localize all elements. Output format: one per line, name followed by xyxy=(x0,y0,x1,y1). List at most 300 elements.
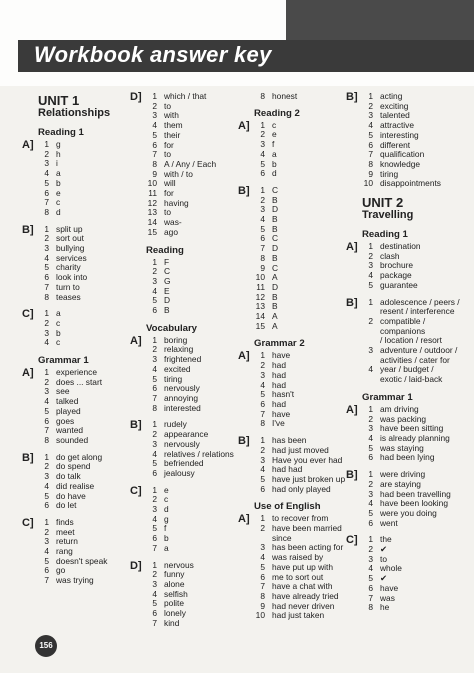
answer-line xyxy=(146,619,234,629)
answer-line xyxy=(146,561,234,571)
answer-text: sort out xyxy=(56,233,84,244)
answer-number: 6 xyxy=(260,571,265,582)
answer-number: 2 xyxy=(44,317,49,328)
answer-text: D xyxy=(272,204,279,215)
answer-text: interesting xyxy=(380,129,419,140)
answer-text: have been sitting xyxy=(380,423,444,434)
answer-number: 5 xyxy=(260,389,265,400)
answer-text: for xyxy=(164,188,174,199)
answer-line xyxy=(146,524,234,534)
answer-line xyxy=(38,501,110,511)
answer-number: 4 xyxy=(44,252,49,263)
answer-line xyxy=(362,519,460,529)
answer-number: 5 xyxy=(368,507,373,518)
answer-text: c xyxy=(164,494,169,505)
answer-group-u2-grammar1-b xyxy=(346,469,460,528)
answer-line xyxy=(146,170,234,180)
answer-number: 6 xyxy=(260,483,265,494)
answer-number: 9 xyxy=(260,262,265,273)
answer-group-u1-reading1-c xyxy=(22,308,110,348)
answer-number: 3 xyxy=(152,504,157,515)
answer-text: had just taken xyxy=(272,610,325,621)
answer-number: 6 xyxy=(260,398,265,409)
answer-text: see xyxy=(56,386,70,397)
answer-number: 7 xyxy=(152,617,157,628)
answer-text: sounded xyxy=(56,434,89,445)
answer-line xyxy=(254,381,345,391)
answer-line xyxy=(38,436,110,446)
answer-number: 4 xyxy=(44,168,49,179)
answer-number: 3 xyxy=(152,275,157,286)
answer-number: 1 xyxy=(44,223,49,234)
answer-line xyxy=(254,121,345,131)
answer-text: ago xyxy=(164,226,178,237)
answer-text: f xyxy=(164,523,167,534)
answer-line xyxy=(38,338,110,348)
answer-number: 6 xyxy=(44,565,49,576)
answer-text: C xyxy=(272,184,279,195)
answer-number: 2 xyxy=(368,250,373,261)
answer-line xyxy=(254,169,345,179)
answer-number: 4 xyxy=(152,285,157,296)
answer-number: 8 xyxy=(260,590,265,601)
answer-line xyxy=(146,141,234,151)
answer-text: b xyxy=(56,177,61,188)
answer-text: services xyxy=(56,252,87,263)
answer-text: split up xyxy=(56,223,83,234)
answer-number: 8 xyxy=(368,158,373,169)
answer-line xyxy=(362,545,460,555)
answer-line xyxy=(146,296,234,306)
page-number-badge: 156 xyxy=(35,635,57,657)
answer-text: brochure xyxy=(380,260,414,271)
answer-number: 2 xyxy=(260,129,265,140)
answer-number: 1 xyxy=(44,308,49,319)
answer-number: 2 xyxy=(44,148,49,159)
answer-number: 6 xyxy=(152,383,157,394)
answer-line xyxy=(146,469,234,479)
answer-text: attractive xyxy=(380,120,414,131)
answer-text: rang xyxy=(56,546,73,557)
answer-line xyxy=(146,404,234,414)
answer-text: return xyxy=(56,536,78,547)
page-title: Workbook answer key xyxy=(34,42,272,67)
answer-number: 4 xyxy=(152,513,157,524)
answer-text: A xyxy=(272,311,278,322)
answer-number: 1 xyxy=(368,534,373,545)
answer-text: has been acting for xyxy=(272,542,344,553)
answer-number: 2 xyxy=(260,194,265,205)
answer-text: B xyxy=(272,291,278,302)
answer-text: e xyxy=(56,187,61,198)
answer-line xyxy=(146,121,234,131)
answer-number: 7 xyxy=(260,408,265,419)
answer-text: c xyxy=(56,337,61,348)
answer-line xyxy=(362,594,460,604)
answer-group-vocab-b xyxy=(130,419,234,478)
answer-number: 1 xyxy=(368,469,373,480)
answer-text: had xyxy=(272,398,286,409)
answer-number: 4 xyxy=(152,363,157,374)
answer-number: 1 xyxy=(152,419,157,430)
answer-text: d xyxy=(164,504,169,515)
answer-text: am driving xyxy=(380,403,419,414)
answer-line xyxy=(254,244,345,254)
column-2 xyxy=(130,91,234,635)
answer-group-vocab-a xyxy=(130,334,234,414)
answer-line xyxy=(146,515,234,525)
answer-number: 2 xyxy=(152,429,157,440)
answer-text: had xyxy=(272,369,286,380)
answer-number: 3 xyxy=(44,536,49,547)
answer-text: D xyxy=(272,243,279,254)
answer-text: to xyxy=(164,100,171,111)
answer-line xyxy=(146,92,234,102)
answer-text: did realise xyxy=(56,480,95,491)
answer-line xyxy=(146,258,234,268)
answer-text: nervously xyxy=(164,438,200,449)
answer-number: 7 xyxy=(368,149,373,160)
answer-line xyxy=(254,400,345,410)
answer-line xyxy=(146,505,234,515)
answer-number: 5 xyxy=(152,129,157,140)
answer-number: 3 xyxy=(368,260,373,271)
answer-text: he xyxy=(380,602,390,613)
group-letter: B] xyxy=(238,184,250,197)
answer-text: lonely xyxy=(164,608,186,619)
answer-text: was xyxy=(380,592,395,603)
answer-number: 4 xyxy=(44,337,49,348)
answer-number: 2 xyxy=(368,544,373,555)
answer-number: 13 xyxy=(147,207,157,218)
answer-text: e xyxy=(272,129,277,140)
answer-number: 7 xyxy=(152,149,157,160)
answer-text: nervously xyxy=(164,383,200,394)
answer-text: tiring xyxy=(380,168,399,179)
answer-line xyxy=(254,205,345,215)
answer-number: 6 xyxy=(368,517,373,528)
answer-text: jealousy xyxy=(164,467,195,478)
answer-text: d xyxy=(272,168,277,179)
answer-text: guarantee xyxy=(380,279,418,290)
answer-text: I've xyxy=(272,418,285,429)
answer-line xyxy=(362,564,460,574)
answer-number: 6 xyxy=(260,233,265,244)
answer-text: which / that xyxy=(164,91,207,101)
column-3 xyxy=(238,91,346,628)
answer-text: a xyxy=(56,308,61,319)
answer-text: was trying xyxy=(56,575,94,586)
answer-number: 2 xyxy=(260,444,265,455)
answer-number: 2 xyxy=(152,569,157,580)
answer-number: 2 xyxy=(44,526,49,537)
answer-number: 2 xyxy=(44,233,49,244)
answer-text: annoying xyxy=(164,392,198,403)
answer-number: 5 xyxy=(152,523,157,534)
unit-2-subtitle: Travelling xyxy=(362,209,414,222)
answer-line xyxy=(146,218,234,228)
answer-line xyxy=(254,371,345,381)
answer-text: destination xyxy=(380,241,421,252)
answer-number: 4 xyxy=(368,270,373,281)
answer-number: 4 xyxy=(260,552,265,563)
answer-text: exotic / laid-back xyxy=(380,374,443,385)
answer-number: 3 xyxy=(260,139,265,150)
group-letter: A] xyxy=(130,334,142,347)
answer-number: 3 xyxy=(368,110,373,121)
answer-text: to recover from xyxy=(272,513,329,524)
answer-text: since xyxy=(272,532,292,543)
answer-text: funny xyxy=(164,569,185,580)
answer-number: 5 xyxy=(44,555,49,566)
answer-number: 6 xyxy=(260,168,265,179)
answer-number: 4 xyxy=(152,448,157,459)
answer-line xyxy=(362,375,460,385)
answer-text: acting xyxy=(380,91,403,101)
group-letter: A] xyxy=(238,119,250,132)
answer-line xyxy=(146,111,234,121)
answer-number: 11 xyxy=(256,281,265,292)
answer-number: 1 xyxy=(260,184,265,195)
answer-line xyxy=(362,160,460,170)
answer-number: 4 xyxy=(44,396,49,407)
answer-group-use-of-english-a xyxy=(238,513,345,621)
answer-text: A xyxy=(272,272,278,283)
answer-number: 2 xyxy=(152,344,157,355)
answer-text: ✔ xyxy=(380,544,388,555)
answer-text: me to sort out xyxy=(272,571,324,582)
answer-text: have already tried xyxy=(272,590,339,601)
answer-number: 1 xyxy=(260,435,265,446)
answer-text: C xyxy=(164,266,171,277)
answer-line xyxy=(362,131,460,141)
answer-group-u1-grammar1-c xyxy=(22,516,110,586)
answer-number: 4 xyxy=(368,563,373,574)
answer-line xyxy=(146,486,234,496)
answer-line xyxy=(146,199,234,209)
answer-line xyxy=(146,102,234,112)
answer-line xyxy=(254,273,345,283)
answer-line xyxy=(254,419,345,429)
answer-number: 5 xyxy=(152,373,157,384)
answer-text: do get along xyxy=(56,451,103,462)
answer-number: 6 xyxy=(152,467,157,478)
section-u2-grammar-1: Grammar 1 xyxy=(362,391,413,403)
answer-text: had xyxy=(272,360,286,371)
answer-line xyxy=(362,603,460,613)
answer-line xyxy=(254,160,345,170)
answer-text: i xyxy=(56,158,58,169)
answer-text: b xyxy=(164,533,169,544)
answer-text: had only played xyxy=(272,483,331,494)
answer-line xyxy=(254,611,345,621)
answer-number: 6 xyxy=(152,533,157,544)
answer-line xyxy=(362,242,460,252)
answer-number: 7 xyxy=(44,425,49,436)
group-letter: A] xyxy=(346,241,358,254)
answer-line xyxy=(146,599,234,609)
answer-text: had been travelling xyxy=(380,488,451,499)
answer-number: 5 xyxy=(260,158,265,169)
answer-number: 5 xyxy=(44,177,49,188)
answer-number: 4 xyxy=(368,120,373,131)
answer-number: 6 xyxy=(368,452,373,463)
answer-text: exciting xyxy=(380,100,409,111)
answer-text: frightened xyxy=(164,354,202,365)
answer-number: 3 xyxy=(44,158,49,169)
answer-text: played xyxy=(56,405,81,416)
answer-line xyxy=(254,351,345,361)
answer-line xyxy=(254,264,345,274)
answer-number: 7 xyxy=(44,575,49,586)
answer-group-grammar2-b xyxy=(238,435,346,494)
answer-group-reading xyxy=(146,258,234,316)
answer-line xyxy=(362,281,460,291)
answer-number: 3 xyxy=(44,386,49,397)
answer-number: 3 xyxy=(260,369,265,380)
answer-number: 12 xyxy=(255,291,265,302)
answer-number: 2 xyxy=(368,315,373,326)
answer-text: nervous xyxy=(164,559,194,570)
answer-text: B xyxy=(272,194,278,205)
answer-line xyxy=(254,140,345,150)
answer-number: 1 xyxy=(368,91,373,101)
answer-line xyxy=(254,312,345,322)
answer-line xyxy=(362,584,460,594)
answer-line xyxy=(254,283,345,293)
answer-text: compatible / xyxy=(380,315,426,326)
answer-text: g xyxy=(164,513,169,524)
answer-number: 4 xyxy=(368,432,373,443)
answer-number: 5 xyxy=(44,405,49,416)
section-reading-2: Reading 2 xyxy=(254,107,300,119)
answer-text: with xyxy=(164,110,179,121)
answer-text: have a chat with xyxy=(272,581,333,592)
group-letter: B] xyxy=(346,296,358,309)
answer-text: the xyxy=(380,534,392,545)
answer-text: a xyxy=(56,168,61,179)
answer-text: befriended xyxy=(164,458,204,469)
answer-number: 10 xyxy=(255,272,265,283)
answer-number: 6 xyxy=(368,582,373,593)
answer-text: adolescence / peers / xyxy=(380,296,460,307)
answer-line xyxy=(146,495,234,505)
answer-text: do talk xyxy=(56,471,81,482)
answer-number: 3 xyxy=(368,423,373,434)
answer-number: 5 xyxy=(368,279,373,290)
answer-text: year / budget / xyxy=(380,364,434,375)
answer-text: turn to xyxy=(56,281,80,292)
answer-text: activities / cater for xyxy=(380,354,450,365)
answer-text: B xyxy=(272,301,278,312)
group-letter: B] xyxy=(130,419,142,432)
answer-line xyxy=(254,254,345,264)
answer-text: do let xyxy=(56,500,77,511)
answer-line xyxy=(146,590,234,600)
answer-text: teases xyxy=(56,291,81,302)
answer-group-u1-grammar1-b xyxy=(22,451,110,511)
answer-text: relatives / relations xyxy=(164,448,234,459)
answer-text: a xyxy=(272,148,277,159)
answer-number: 3 xyxy=(44,327,49,338)
answer-number: 1 xyxy=(152,256,157,267)
answer-text: were driving xyxy=(380,469,426,480)
answer-text: selfish xyxy=(164,588,188,599)
answer-number: 10 xyxy=(147,178,157,189)
answer-text: E xyxy=(164,285,170,296)
answer-text: A / Any / Each xyxy=(164,158,217,169)
answer-number: 4 xyxy=(260,379,265,390)
answer-text: clash xyxy=(380,250,400,261)
answer-number xyxy=(362,375,373,385)
section-reading-1: Reading 1 xyxy=(38,127,84,138)
answer-line xyxy=(146,570,234,580)
answer-text: look into xyxy=(56,272,88,283)
answer-line xyxy=(38,576,110,586)
answer-line xyxy=(146,208,234,218)
answer-text: knowledge xyxy=(380,158,421,169)
answer-number: 2 xyxy=(44,376,49,387)
answer-line xyxy=(146,365,234,375)
answer-line xyxy=(146,287,234,297)
answer-text: g xyxy=(56,139,61,149)
group-letter: C] xyxy=(346,534,358,547)
answer-number: 2 xyxy=(44,461,49,472)
group-letter: A] xyxy=(346,403,358,416)
answer-number: 1 xyxy=(368,296,373,307)
answer-text: appearance xyxy=(164,429,209,440)
answer-text: resent / interference xyxy=(380,306,455,317)
answer-line xyxy=(146,544,234,554)
group-letter: D] xyxy=(130,91,142,103)
group-letter: C] xyxy=(22,308,34,321)
answer-text: a xyxy=(164,542,169,553)
answer-number: 7 xyxy=(152,542,157,553)
answer-line xyxy=(254,390,345,400)
answer-text: h xyxy=(56,148,61,159)
answer-line xyxy=(362,555,460,565)
answer-number: 5 xyxy=(368,442,373,453)
answer-number: 5 xyxy=(152,295,157,306)
group-letter: A] xyxy=(22,139,34,151)
answer-text: had been lying xyxy=(380,452,435,463)
answer-number: 3 xyxy=(152,110,157,121)
answer-line xyxy=(254,293,345,303)
group-letter: B] xyxy=(22,451,34,464)
answer-number: 1 xyxy=(44,139,49,149)
answer-text: interested xyxy=(164,402,201,413)
answer-text: boring xyxy=(164,334,188,345)
answer-group-u1-reading1-a xyxy=(22,139,110,218)
answer-number: 4 xyxy=(260,148,265,159)
answer-text: Have you ever had xyxy=(272,454,343,465)
answer-line xyxy=(254,130,345,140)
answer-text: D xyxy=(164,295,171,306)
answer-line xyxy=(362,453,460,463)
answer-text: finds xyxy=(56,516,74,527)
group-letter: B] xyxy=(346,469,358,482)
answer-text: for xyxy=(164,139,174,150)
answer-number: 5 xyxy=(44,490,49,501)
answer-line xyxy=(254,234,345,244)
section-grammar-2: Grammar 2 xyxy=(254,338,305,350)
answer-text: will xyxy=(164,178,176,189)
answer-text: polite xyxy=(164,598,185,609)
group-letter: B] xyxy=(346,91,358,103)
answer-number: 4 xyxy=(44,546,49,557)
answer-text: do have xyxy=(56,490,86,501)
answer-text: does ... start xyxy=(56,376,103,387)
